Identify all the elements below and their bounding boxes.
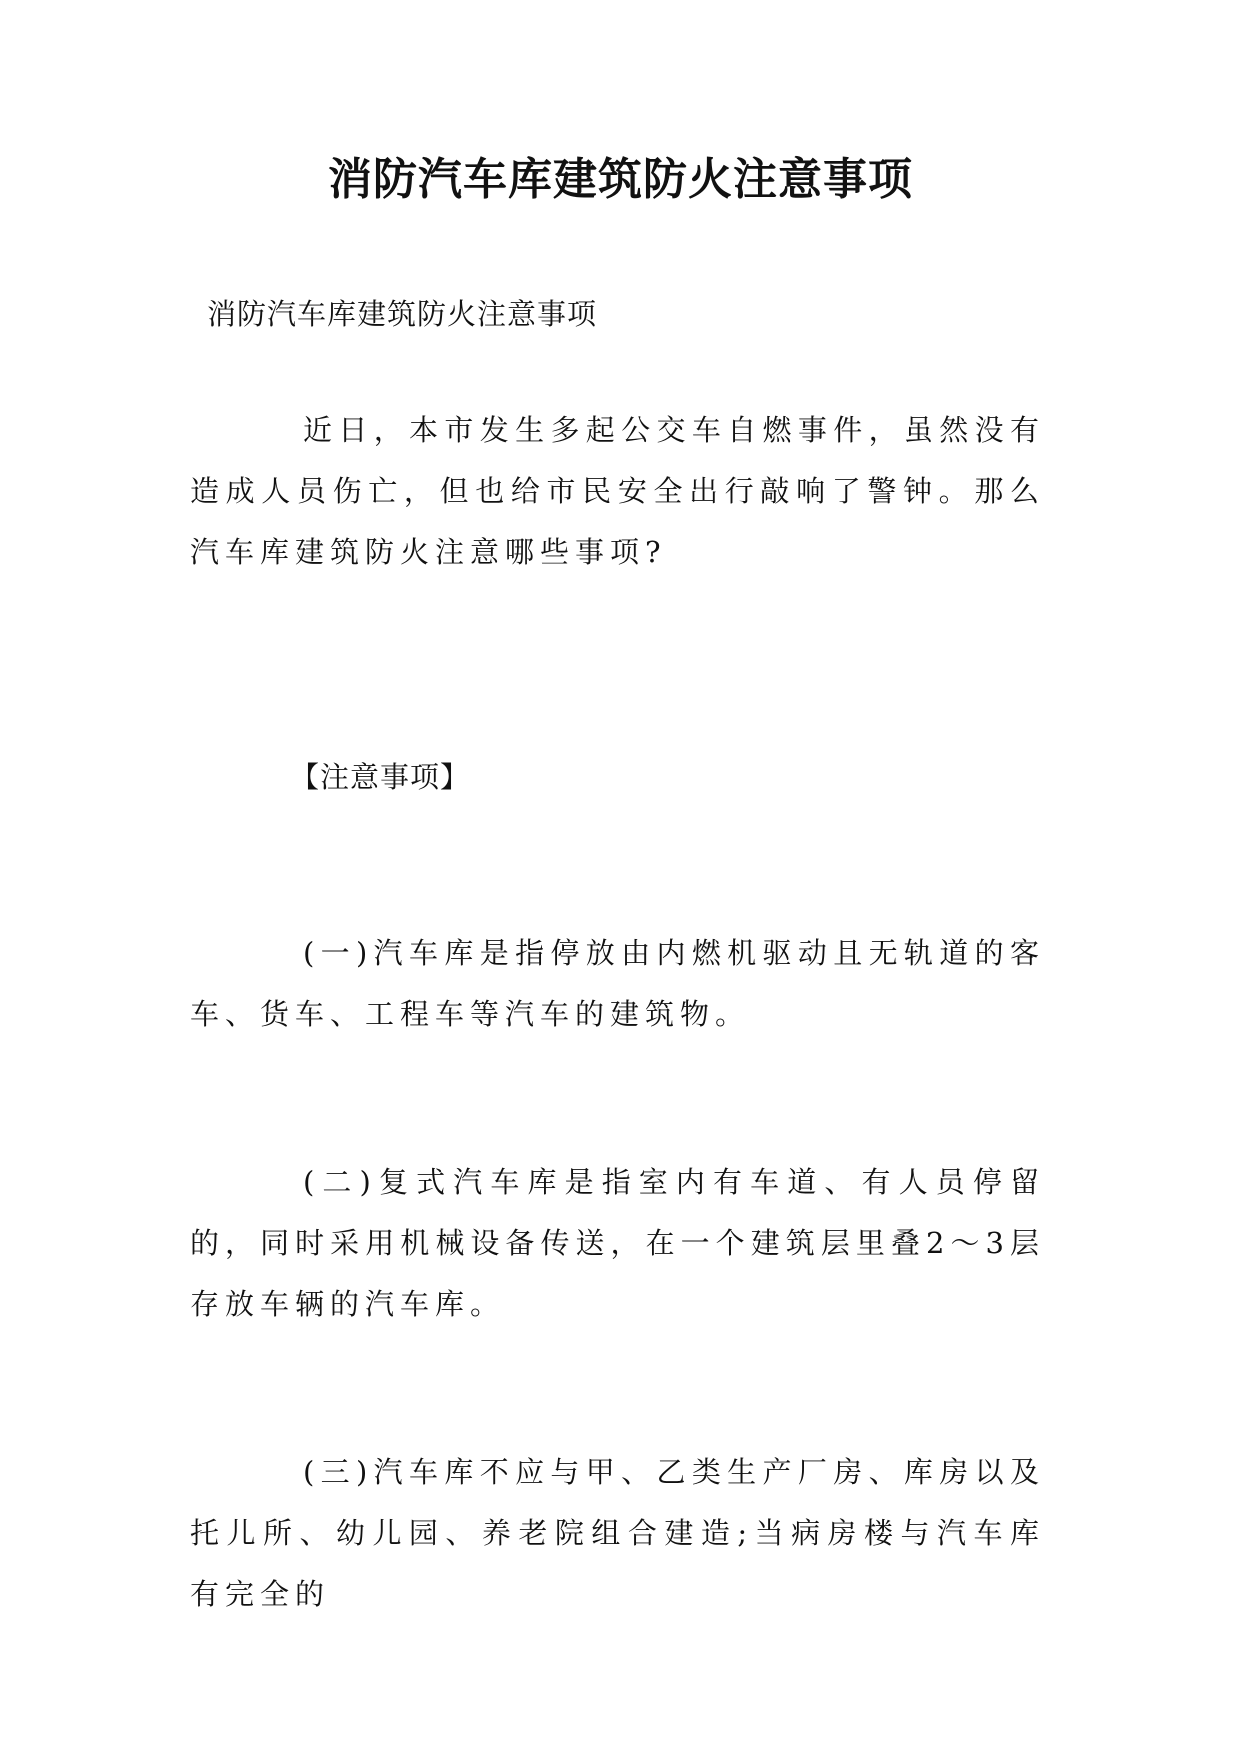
document-title: 消防汽车库建筑防火注意事项: [328, 154, 913, 205]
section-heading: 【注意事项】: [290, 760, 471, 794]
intro-paragraph: 近日，本市发生多起公交车自燃事件，虽然没有造成人员伤亡，但也给市民安全出行敲响了警钟。那么汽车库建筑防火注意哪些事项?: [190, 413, 1045, 569]
document-subtitle: 消防汽车库建筑防火注意事项: [207, 297, 598, 331]
list-item: (三)汽车库不应与甲、乙类生产厂房、库房以及托儿所、幼儿园、养老院组合建造;当病房楼与汽车库有完全的: [190, 1455, 1045, 1611]
list-item: (一)汽车库是指停放由内燃机驱动且无轨道的客车、货车、工程车等汽车的建筑物。: [190, 936, 1045, 1031]
list-item: (二)复式汽车库是指室内有车道、有人员停留的，同时采用机械设备传送，在一个建筑层里叠2～3层存放车辆的汽车库。: [190, 1165, 1045, 1321]
